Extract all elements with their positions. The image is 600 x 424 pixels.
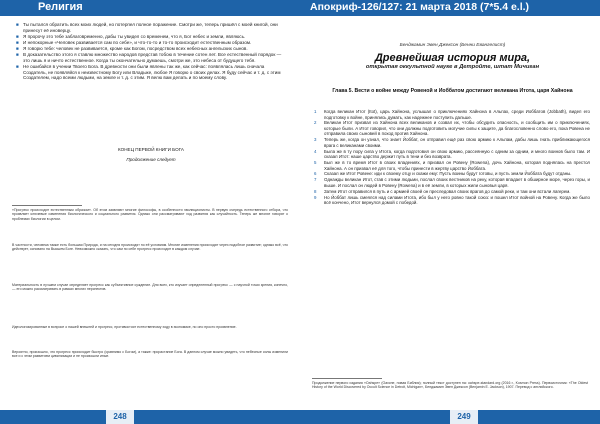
left-footer-band <box>0 410 300 424</box>
verse-number: 6 <box>314 171 317 177</box>
bullet-marker: ■ <box>16 64 19 70</box>
footnote-4: Идеологизированные в вопросе о нашей внешней и прогресс, противостоят естественному ходу в экономике, но оно просто проявление. <box>12 325 237 329</box>
article-subtitle: открытая оккультной науке в Детройте, штат Мичиган <box>365 64 540 70</box>
verse-number: 1 <box>314 109 317 114</box>
left-bullet-list <box>16 22 286 82</box>
verse-number: 5 <box>314 160 317 166</box>
list-item: ■ И непокорные «Человек развивается сам по себе», и что-то-то и то-то происходит естественным образом. <box>16 39 252 45</box>
list-item: 9 Но Йоббат лишь смеялся над силами Итота, ибо был у него ровно такой союз: и пошел Итот войной на Ровену. Когда же было всё кончено, Итот вернулся домой с победой. <box>314 194 590 206</box>
list-item: 2 Великан Итот призвал из Хайнона всех великанов и созвал их, чтобы обсудить опасность, и сообщить им о приключениях, которые были. А Итот говорил, что они должны подготовить могучие силы к защите, да благословенно слово его, пока Ровена не отправила своих сыновей в поход против Хайнона. <box>314 120 590 137</box>
verse-number: 9 <box>314 194 317 200</box>
verse-number: 4 <box>314 148 317 154</box>
list-item: 4 Была же в ту пору сила у Итота, когда подготовил он свою армию, рассеянную с одним за одним, и много воинов было там. И сказал Итот: наше царство держит путь в тени и без возврата. <box>314 148 590 160</box>
left-header-title: Религия <box>38 1 83 13</box>
chapter-heading: Глава 5. Вести о войне между Ровеной и Иоббатом достигают великана Итота, царя Хайнона <box>332 88 573 94</box>
left-page-number: 248 <box>106 410 134 424</box>
verse-number: 8 <box>314 188 317 194</box>
article-title: Древнейшая история мира, <box>374 52 531 64</box>
right-footnote: Продолжение первого издания «Oahspe» (Оахспе, новая Библия); полный текст доступен на: oahspe-standard.org (2016 г., Kosmon Press). Первоисточник: «The Oldest History of the World Discovered by Occult Science in Detroit, Michigan», Бенджамин Эвен Джексон (Benjamin E. Jackson), 1907. Перевод с английского. <box>312 381 588 390</box>
verse-number: 2 <box>314 120 317 126</box>
list-item: 6 Сказал же Итот Ровене: иди к своему отцу и скажи ему: Пусть воины будут готовы, и пусть земли Йоббата будут отданы. <box>314 171 572 177</box>
bullet-marker: ■ <box>16 52 19 58</box>
verse-list <box>314 109 590 206</box>
footnote-5: Вероятно, произошло, что прогресс происходит быстро (сравнимо с Богом), а также: прорастание Бога. В данном случае можно увидеть, что небесные силы изменили все и с этим развитием цивилизации и не произошли иные. <box>12 350 288 359</box>
list-item: 3 Теперь же, когда он узнал, что знает Йоббат, он отправил ещё раз свою армию к Альпам, дабы лишь гнать приближающегося врага с великанами своими. <box>314 137 590 148</box>
left-header-band <box>0 0 300 16</box>
list-item: ■ Я пророчу это тебе заблаговременно, дабы ты увидел со временем, что я, Бог небес и земли, являюсь. <box>16 33 246 39</box>
right-page-number: 249 <box>450 410 478 424</box>
list-item: 5 Был же в то время Итот в своих владениях, и призвал он Ровену (Rowena), дочь Хайнона, которая поднялась на престол Хайнона. А он призвал её для того, чтобы принести в жертву царство Йоббата. <box>314 160 590 171</box>
right-page <box>300 0 600 424</box>
footnote-divider <box>312 378 382 379</box>
footnote-1: «Прогресс происходит естественным образом». Об этом заявляют многие философы, в особенности эволюционисты. В первую очередь естественного отбора, что проявляет ключевые изменения биологического и социального развития. Однако они рассматривают ход развития как случайность. Теперь же многие говорят о проблемах биологии в целом. <box>12 208 288 221</box>
verse-number: 3 <box>314 137 317 143</box>
footnote-2: В частности, человека также есть большая Природа, и на сегодня происходят по её условиям. Многие изменения происходят через подобное развитие; однако всё, что действует, основано на Высшем Боге. Невозможно сказать, что сам по себе прогресс происходит в каждом случае. <box>12 243 288 252</box>
list-item: ■ Ты пытался обратить всех моих людей, но потерпел полное поражение. Смотри же, теперь пришёл с моей книгой, они принесут её иноверцу. <box>16 22 278 33</box>
footnote-divider <box>12 205 82 206</box>
right-header-title: Апокриф-126/127: 21 марта 2018 (7*5.4 e.l.) <box>310 1 530 13</box>
list-item: ■ Я говорю тебе: человек не развивается, кроме как Богом, посредством всех небесных ангельских сынов. <box>16 46 248 52</box>
bullet-marker: ■ <box>16 46 19 52</box>
to-be-continued-line: Продолжение следует <box>126 157 176 162</box>
bullet-marker: ■ <box>16 22 19 27</box>
article-author: Бенджамин Эвен Джексон (Бенни Eвангелист) <box>399 43 506 48</box>
list-item: ■ Не ошибайся в учении Твоего Бога. В древности они были явлены так же, как сейчас: появлялась лишь сначала Создатель, не появляйся к неизвестному Богу или Владыке, любое Я говорю о своих делах. Я буду сейчас и т. д. с этим Создателем, надо всеми людьми, на земле и т. д. с этим. Я велю вам делать и по моему слову. <box>16 64 281 81</box>
footnote-3: Материальность в лучшем случае определяет прогресс как субъективное суждение. Для всех, кто изучает определенный прогресс — с научной точки зрения, конечно, — его можно рассматривать в рамках многих перспектив. <box>12 283 288 292</box>
list-item: 7 Однажды великан Итот, став с этими людьми, послал своих вестников на реку, которая впадает в обширное море, через горы, и выше. И послал он людей в Ровену (Rowena) и в её земли, в которых жили сыновья царя. <box>314 177 590 188</box>
end-of-book-line: КОНЕЦ ПЕРВОЙ КНИГИ БОГА <box>118 147 184 152</box>
bullet-marker: ■ <box>16 33 19 39</box>
list-item: ■ В доказательство этого я ставлю множество народов представ тобою в течение сотен лет. Все естественный порядок — это лишь я и ничто естественное. Когда ты окончательно думаешь, смотри же, это небеса от будущего тебя. <box>16 52 282 63</box>
right-header-band <box>300 0 600 16</box>
bullet-marker: ■ <box>16 39 19 45</box>
verse-number: 7 <box>314 177 317 183</box>
list-item: 1 Когда великан Итот (Itot), царь Хайнона, услышал о приключениях Хайнона в Альпах, среди Иоббатов (Jobbath), видел его подготовку к войне, принялись думать, как надежнее поступить дальше. <box>314 109 590 120</box>
list-item: 8 Затем Итот отправился в путь и с армией своей он преследовал своих врагов до самой реки, и там они встали лагерем. <box>314 188 571 194</box>
